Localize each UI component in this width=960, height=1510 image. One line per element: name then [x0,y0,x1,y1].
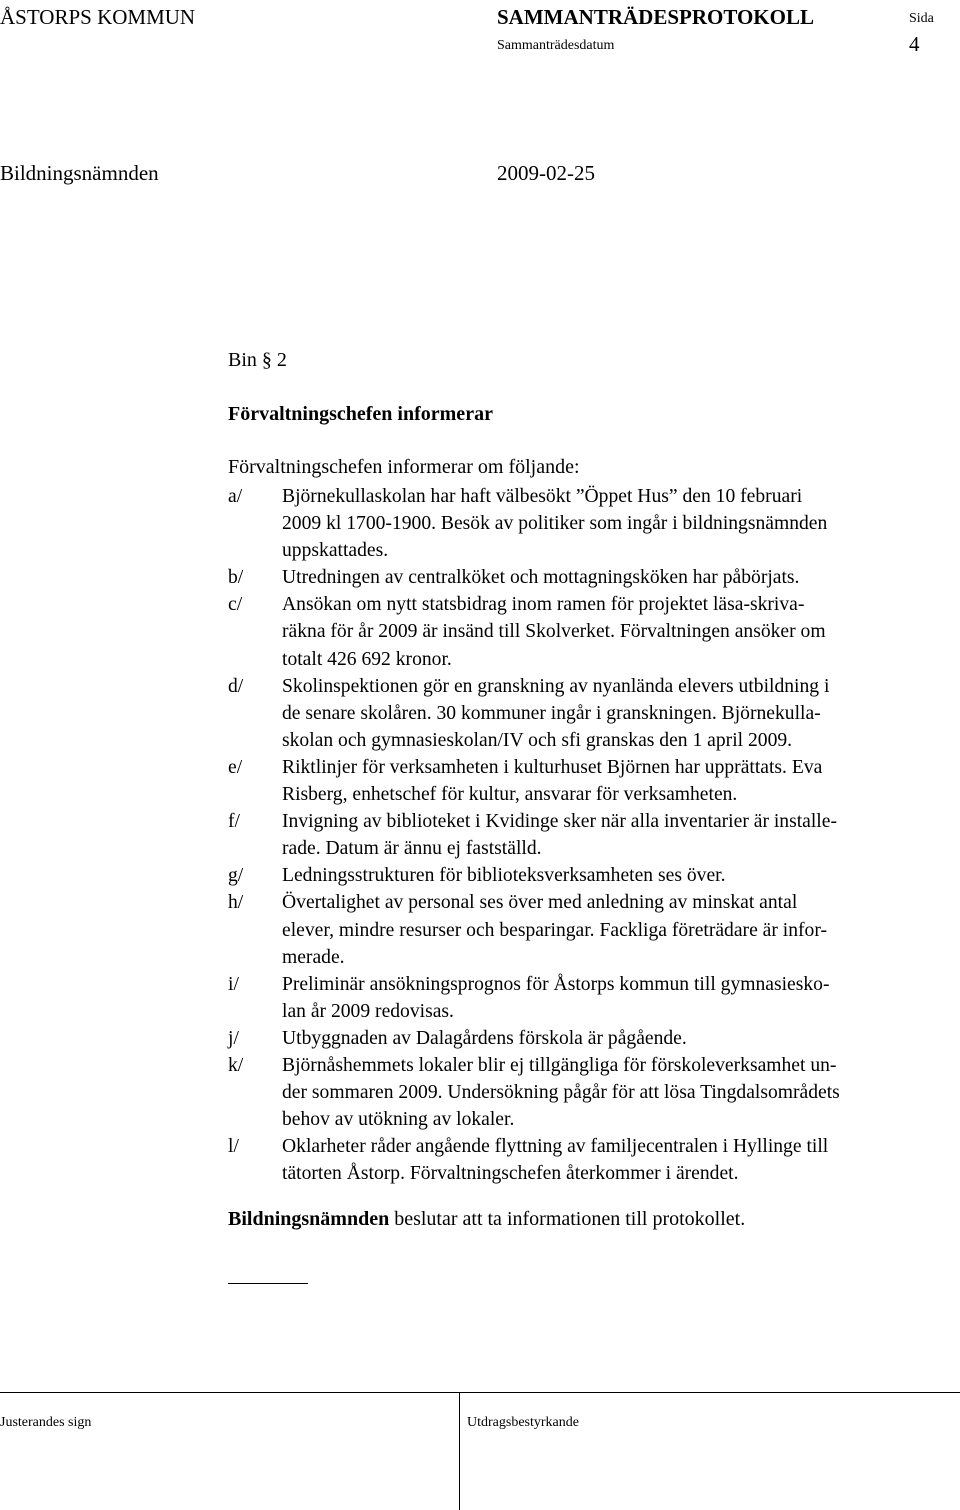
separator-line [228,1283,308,1284]
list-item-marker: k/ [228,1054,244,1076]
list-item [228,808,948,862]
list-item-text: Riktlinjer för verksamheten i kulturhuset Björnen har upprättats. Eva Risberg, enhetschef för kultur, ansvarar för verksamheten. [282,756,823,806]
page-label: Sida [909,11,934,26]
list-item [228,483,948,564]
page-number: 4 [909,32,920,56]
list-item-marker: h/ [228,892,244,914]
list-item-text: Björnekullaskolan har haft välbesökt ”Öppet Hus” den 10 februari 2009 kl 1700-1900. Besök av politiker som ingår i bildningsnämnden uppskattades. [282,486,828,562]
list-item-text: Invigning av biblioteket i Kvidinge sker när alla inventarier är installe- rade. Datum är ännu ej fastställd. [282,811,837,860]
footer-divider-left [0,1392,460,1393]
footer-vertical-divider [459,1392,460,1510]
list-item-text: Ansökan om nytt statsbidrag inom ramen för projektet läsa-skriva- räkna för år 2009 är insänd till Skolverket. Förvaltningen ansöker om totalt 426 692 kronor. [282,594,826,670]
decision-subject: Bildningsnämnden [228,1208,390,1230]
decision-text: beslutar att ta informationen till protokollet. [389,1208,746,1230]
section-number: Bin § 2 [228,349,287,371]
section-intro: Förvaltningschefen informerar om följande: [228,456,580,478]
list-item-marker: i/ [228,973,239,995]
list-item-text: Ledningsstrukturen för biblioteksverksamheten ses över. [282,865,726,887]
list-item-text: Utbyggnaden av Dalagårdens förskola är pågående. [282,1027,687,1049]
list-item-marker: g/ [228,865,244,887]
decision-paragraph [228,1208,745,1231]
meeting-date: 2009-02-25 [497,161,595,185]
list-item [228,564,948,591]
list-item [228,754,948,808]
list-item-marker: l/ [228,1136,239,1158]
list-item [228,862,948,889]
footer [0,1392,960,1510]
list-item-text: Utredningen av centralköket och mottagningsköken har påbörjats. [282,567,800,589]
list-item [228,1025,948,1052]
committee-name: Bildningsnämnden [0,161,159,185]
list-item-marker: f/ [228,811,240,833]
list-item [228,591,948,672]
list-item-marker: c/ [228,594,243,616]
list-item [228,673,948,754]
list-item [228,1052,948,1133]
list-item-text: Skolinspektionen gör en granskning av nyanlända elevers utbildning i de senare skolåren. 30 kommuner ingår i granskningen. Björnekulla- skolan och gymnasieskolan/IV och sfi granskas den 1 april 2009. [282,675,830,751]
list-item-text: Oklarheter råder angående flyttning av familjecentralen i Hyllinge till tätorten Åstorp. Förvaltningschefen återkommer i ärendet. [282,1136,829,1185]
list-item-marker: d/ [228,675,244,697]
list-item [228,971,948,1025]
list-item-text: Preliminär ansökningsprognos för Åstorps kommun till gymnasiesko- lan år 2009 redovisas. [282,973,830,1022]
document-type: SAMMANTRÄDESPROTOKOLL [497,5,814,29]
utdragsbestyrkande-label: Utdragsbestyrkande [467,1415,579,1430]
list-item-marker: b/ [228,567,244,589]
footer-divider-right [459,1392,960,1393]
list-item-marker: j/ [228,1027,239,1049]
list-item [228,889,948,970]
section-title: Förvaltningschefen informerar [228,403,493,425]
meeting-date-label: Sammanträdesdatum [497,38,615,53]
list-item-marker: e/ [228,756,243,778]
information-list [228,483,948,1187]
list-item-text: Björnåshemmets lokaler blir ej tillgängliga för förskoleverksamhet un- der sommaren 2009. Undersökning pågår för att lösa Tingdalsområdets behov av utökning av lokaler. [282,1054,840,1131]
list-item-text: Övertalighet av personal ses över med anledning av minskat antal elever, mindre resurser och besparingar. Fackliga företrädare är infor- merade. [282,892,828,968]
municipality-name: ÅSTORPS KOMMUN [0,5,196,29]
list-item-marker: a/ [228,486,243,507]
justerandes-sign-label: Justerandes sign [0,1415,92,1430]
list-item [228,1133,948,1187]
